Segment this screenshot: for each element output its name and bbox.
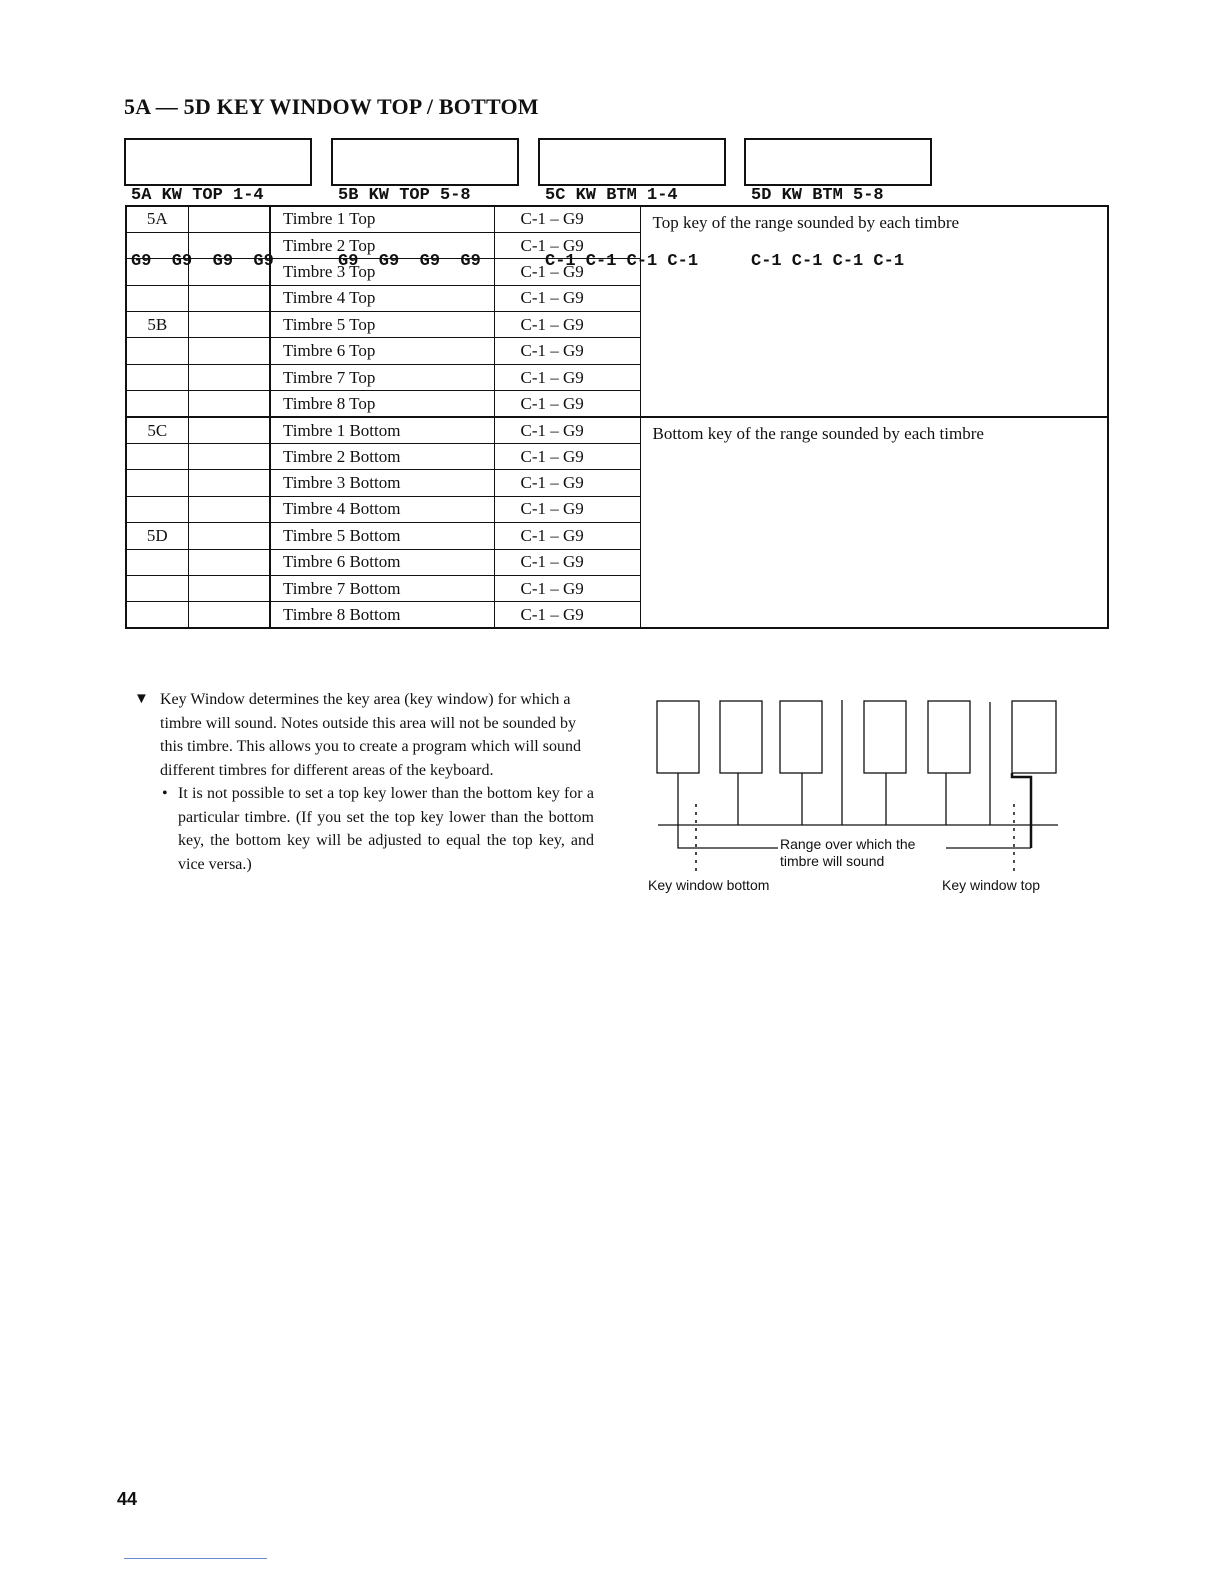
parameter-name: Timbre 5 Bottom [270, 523, 494, 549]
parameter-name: Timbre 1 Bottom [270, 417, 494, 443]
value-range: C-1 – G9 [494, 232, 640, 258]
blank-cell [188, 602, 270, 628]
value-range: C-1 – G9 [494, 338, 640, 364]
blank-cell [188, 470, 270, 496]
table-row [126, 206, 1108, 232]
explanation-notes [134, 688, 594, 876]
page-number: 44 [117, 1489, 138, 1509]
blank-cell [188, 232, 270, 258]
lcd-panel-5a [124, 138, 312, 271]
range-bracket-left [678, 825, 778, 848]
page-code [126, 285, 188, 311]
lcd-line-1: 5D KW BTM 5-8 [751, 186, 884, 205]
key-window-diagram [640, 690, 1080, 900]
page-code [126, 470, 188, 496]
sub-note-text: It is not possible to set a top key lower than the bottom key for a particular timbre. (If you set the top key lower than the bottom key, the bottom key will be adjusted to equal the top key, and vice versa.) [178, 785, 594, 873]
lcd-panel-5b [331, 138, 519, 271]
blank-cell [188, 312, 270, 338]
parameter-name: Timbre 8 Bottom [270, 602, 494, 628]
page-code [126, 391, 188, 417]
blank-cell [188, 496, 270, 522]
value-range: C-1 – G9 [494, 549, 640, 575]
value-range: C-1 – G9 [494, 417, 640, 443]
top-key-marker [1012, 773, 1031, 848]
blank-cell [188, 259, 270, 285]
blank-cell [188, 444, 270, 470]
blank-cell [188, 206, 270, 232]
parameter-name: Timbre 2 Top [270, 232, 494, 258]
page-code [126, 364, 188, 390]
parameter-name: Timbre 7 Bottom [270, 575, 494, 601]
key-window-top-label: Key window top [942, 877, 1041, 893]
page-code [126, 338, 188, 364]
main-note [134, 688, 594, 782]
parameter-name: Timbre 6 Top [270, 338, 494, 364]
lcd-line-2: C-1 C-1 C-1 C-1 [751, 252, 905, 271]
page-code [126, 602, 188, 628]
key-window-bottom-label: Key window bottom [648, 877, 770, 893]
triangle-bullet-icon: ▼ [134, 691, 149, 707]
lcd-line-2: C-1 C-1 C-1 C-1 [545, 252, 699, 271]
parameter-name: Timbre 3 Bottom [270, 470, 494, 496]
footer-rule [124, 1558, 267, 1559]
page-code [126, 259, 188, 285]
parameter-name: Timbre 6 Bottom [270, 549, 494, 575]
value-range: C-1 – G9 [494, 575, 640, 601]
page-code: 5B [126, 312, 188, 338]
lcd-line-1: 5C KW BTM 1-4 [545, 186, 678, 205]
page-code [126, 549, 188, 575]
page-code [126, 232, 188, 258]
table-row [126, 417, 1108, 443]
top-description: Top key of the range sounded by each timbre [640, 206, 1108, 417]
lcd-line-1: 5A KW TOP 1-4 [131, 186, 264, 205]
blank-cell [188, 391, 270, 417]
parameter-name: Timbre 3 Top [270, 259, 494, 285]
parameter-table [125, 205, 1109, 629]
parameter-name: Timbre 8 Top [270, 391, 494, 417]
page-code [126, 444, 188, 470]
parameter-name: Timbre 4 Bottom [270, 496, 494, 522]
value-range: C-1 – G9 [494, 391, 640, 417]
value-range: C-1 – G9 [494, 312, 640, 338]
page-code: 5A [126, 206, 188, 232]
blank-cell [188, 417, 270, 443]
value-range: C-1 – G9 [494, 470, 640, 496]
value-range: C-1 – G9 [494, 444, 640, 470]
parameter-name: Timbre 4 Top [270, 285, 494, 311]
page-code [126, 496, 188, 522]
blank-cell [188, 549, 270, 575]
blank-cell [188, 364, 270, 390]
value-range: C-1 – G9 [494, 259, 640, 285]
parameter-name: Timbre 1 Top [270, 206, 494, 232]
value-range: C-1 – G9 [494, 285, 640, 311]
lcd-line-1: 5B KW TOP 5-8 [338, 186, 471, 205]
value-range: C-1 – G9 [494, 206, 640, 232]
blank-cell [188, 285, 270, 311]
page-code [126, 575, 188, 601]
value-range: C-1 – G9 [494, 496, 640, 522]
value-range: C-1 – G9 [494, 364, 640, 390]
parameter-name: Timbre 5 Top [270, 312, 494, 338]
blank-cell [188, 523, 270, 549]
lcd-line-2: G9 G9 G9 G9 [131, 252, 274, 271]
section-heading: 5A — 5D KEY WINDOW TOP / BOTTOM [124, 94, 539, 119]
page-code: 5D [126, 523, 188, 549]
main-note-text: Key Window determines the key area (key window) for which a timbre will sound. Notes outside this area will not be sounded by this timbre. This allows you to create a program which will sound different timbres for different areas of the keyboard. [160, 691, 581, 779]
blank-cell [188, 575, 270, 601]
range-label-line-1: Range over which the [780, 836, 916, 852]
parameter-name: Timbre 2 Bottom [270, 444, 494, 470]
value-range: C-1 – G9 [494, 523, 640, 549]
parameter-name: Timbre 7 Top [270, 364, 494, 390]
page-code: 5C [126, 417, 188, 443]
blank-cell [188, 338, 270, 364]
dot-bullet-icon: • [162, 785, 168, 802]
range-label-line-2: timbre will sound [780, 853, 885, 869]
sub-note [134, 782, 594, 876]
value-range: C-1 – G9 [494, 602, 640, 628]
keyboard-keys [657, 700, 1058, 825]
lcd-line-2: G9 G9 G9 G9 [338, 252, 481, 271]
bottom-description: Bottom key of the range sounded by each timbre [640, 417, 1108, 628]
